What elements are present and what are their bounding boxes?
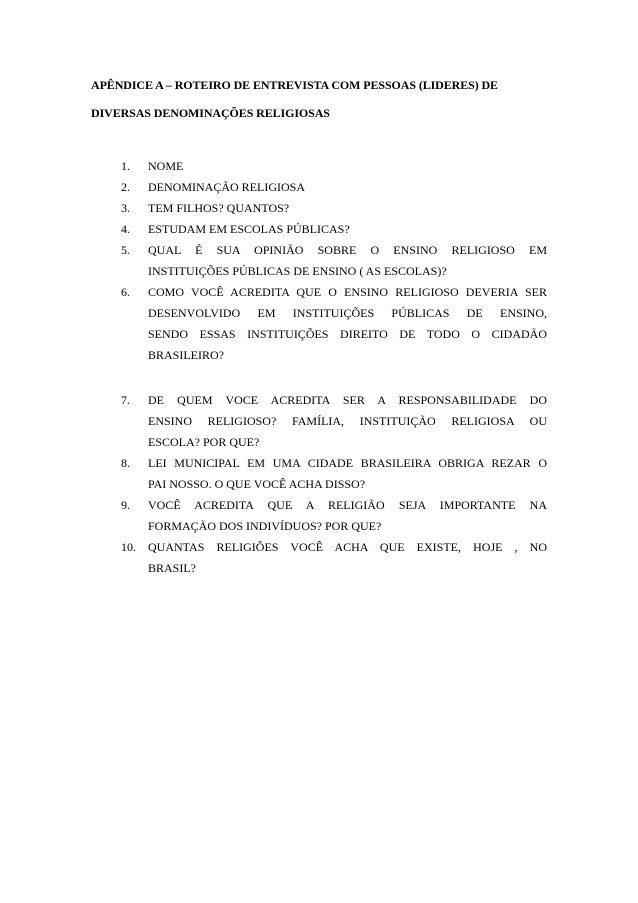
item-text: BRASIL?: [148, 561, 196, 575]
item-text: DESENVOLVIDO EM INSTITUIÇÕES PÚBLICAS DE ENSINO,: [148, 306, 547, 320]
item-text: DENOMINAÇÃO RELIGIOSA: [148, 180, 305, 194]
item-text: ESTUDAM EM ESCOLAS PÚBLICAS?: [148, 222, 350, 236]
list-item-9: [121, 495, 547, 537]
item-text: BRASILEIRO?: [148, 348, 224, 362]
page-title: [91, 71, 551, 127]
item-text: INSTITUIÇÕES PÚBLICAS DE ENSINO ( AS ESCOLAS)?: [148, 264, 447, 278]
title-line-1: APÊNDICE A – ROTEIRO DE ENTREVISTA COM PESSOAS (LIDERES) DE: [91, 78, 498, 92]
item-text: DE QUEM VOCE ACREDITA SER A RESPONSABILIDADE DO: [148, 393, 547, 407]
title-line-2: DIVERSAS DENOMINAÇÕES RELIGIOSAS: [91, 106, 330, 120]
item-text: QUAL É SUA OPINIÃO SOBRE O ENSINO RELIGIOSO EM: [148, 243, 547, 257]
list-item-5: [121, 240, 547, 282]
item-text: ENSINO RELIGIOSO? FAMÍLIA, INSTITUIÇÃO RELIGIOSA OU: [148, 414, 547, 428]
item-number: 3.: [121, 201, 130, 215]
item-number: 7.: [121, 393, 130, 407]
item-text: PAI NOSSO. O QUE VOCÊ ACHA DISSO?: [148, 477, 366, 491]
item-number: 5.: [121, 243, 130, 257]
item-text: TEM FILHOS? QUANTOS?: [148, 201, 290, 215]
item-text: VOCÊ ACREDITA QUE A RELIGIÃO SEJA IMPORTANTE NA: [148, 498, 547, 512]
item-number: 9.: [121, 498, 130, 512]
item-text: QUANTAS RELIGIÕES VOCÊ ACHA QUE EXISTE, HOJE , NO: [148, 540, 547, 554]
item-number: 6.: [121, 285, 130, 299]
item-number: 10.: [121, 540, 136, 554]
list-item-4: [121, 219, 547, 240]
list-item-7: [121, 390, 547, 453]
item-text: LEI MUNICIPAL EM UMA CIDADE BRASILEIRA OBRIGA REZAR O: [148, 456, 547, 470]
item-number: 1.: [121, 159, 130, 173]
list-item-3: [121, 198, 547, 219]
item-text: COMO VOCÊ ACREDITA QUE O ENSINO RELIGIOSO DEVERIA SER: [148, 285, 547, 299]
item-text: NOME: [148, 159, 184, 173]
list-item-10: [121, 537, 547, 579]
item-number: 8.: [121, 456, 130, 470]
item-number: 4.: [121, 222, 130, 236]
item-text: SENDO ESSAS INSTITUIÇÕES DIREITO DE TODO O CIDADÃO: [148, 327, 547, 341]
list-item-1: [121, 156, 547, 177]
item-text: ESCOLA? POR QUE?: [148, 435, 260, 449]
item-text: FORMAÇÃO DOS INDIVÍDUOS? POR QUE?: [148, 519, 382, 533]
question-list: [121, 156, 547, 579]
list-item-2: [121, 177, 547, 198]
list-item-8: [121, 453, 547, 495]
list-item-6: [121, 282, 547, 366]
item-number: 2.: [121, 180, 130, 194]
